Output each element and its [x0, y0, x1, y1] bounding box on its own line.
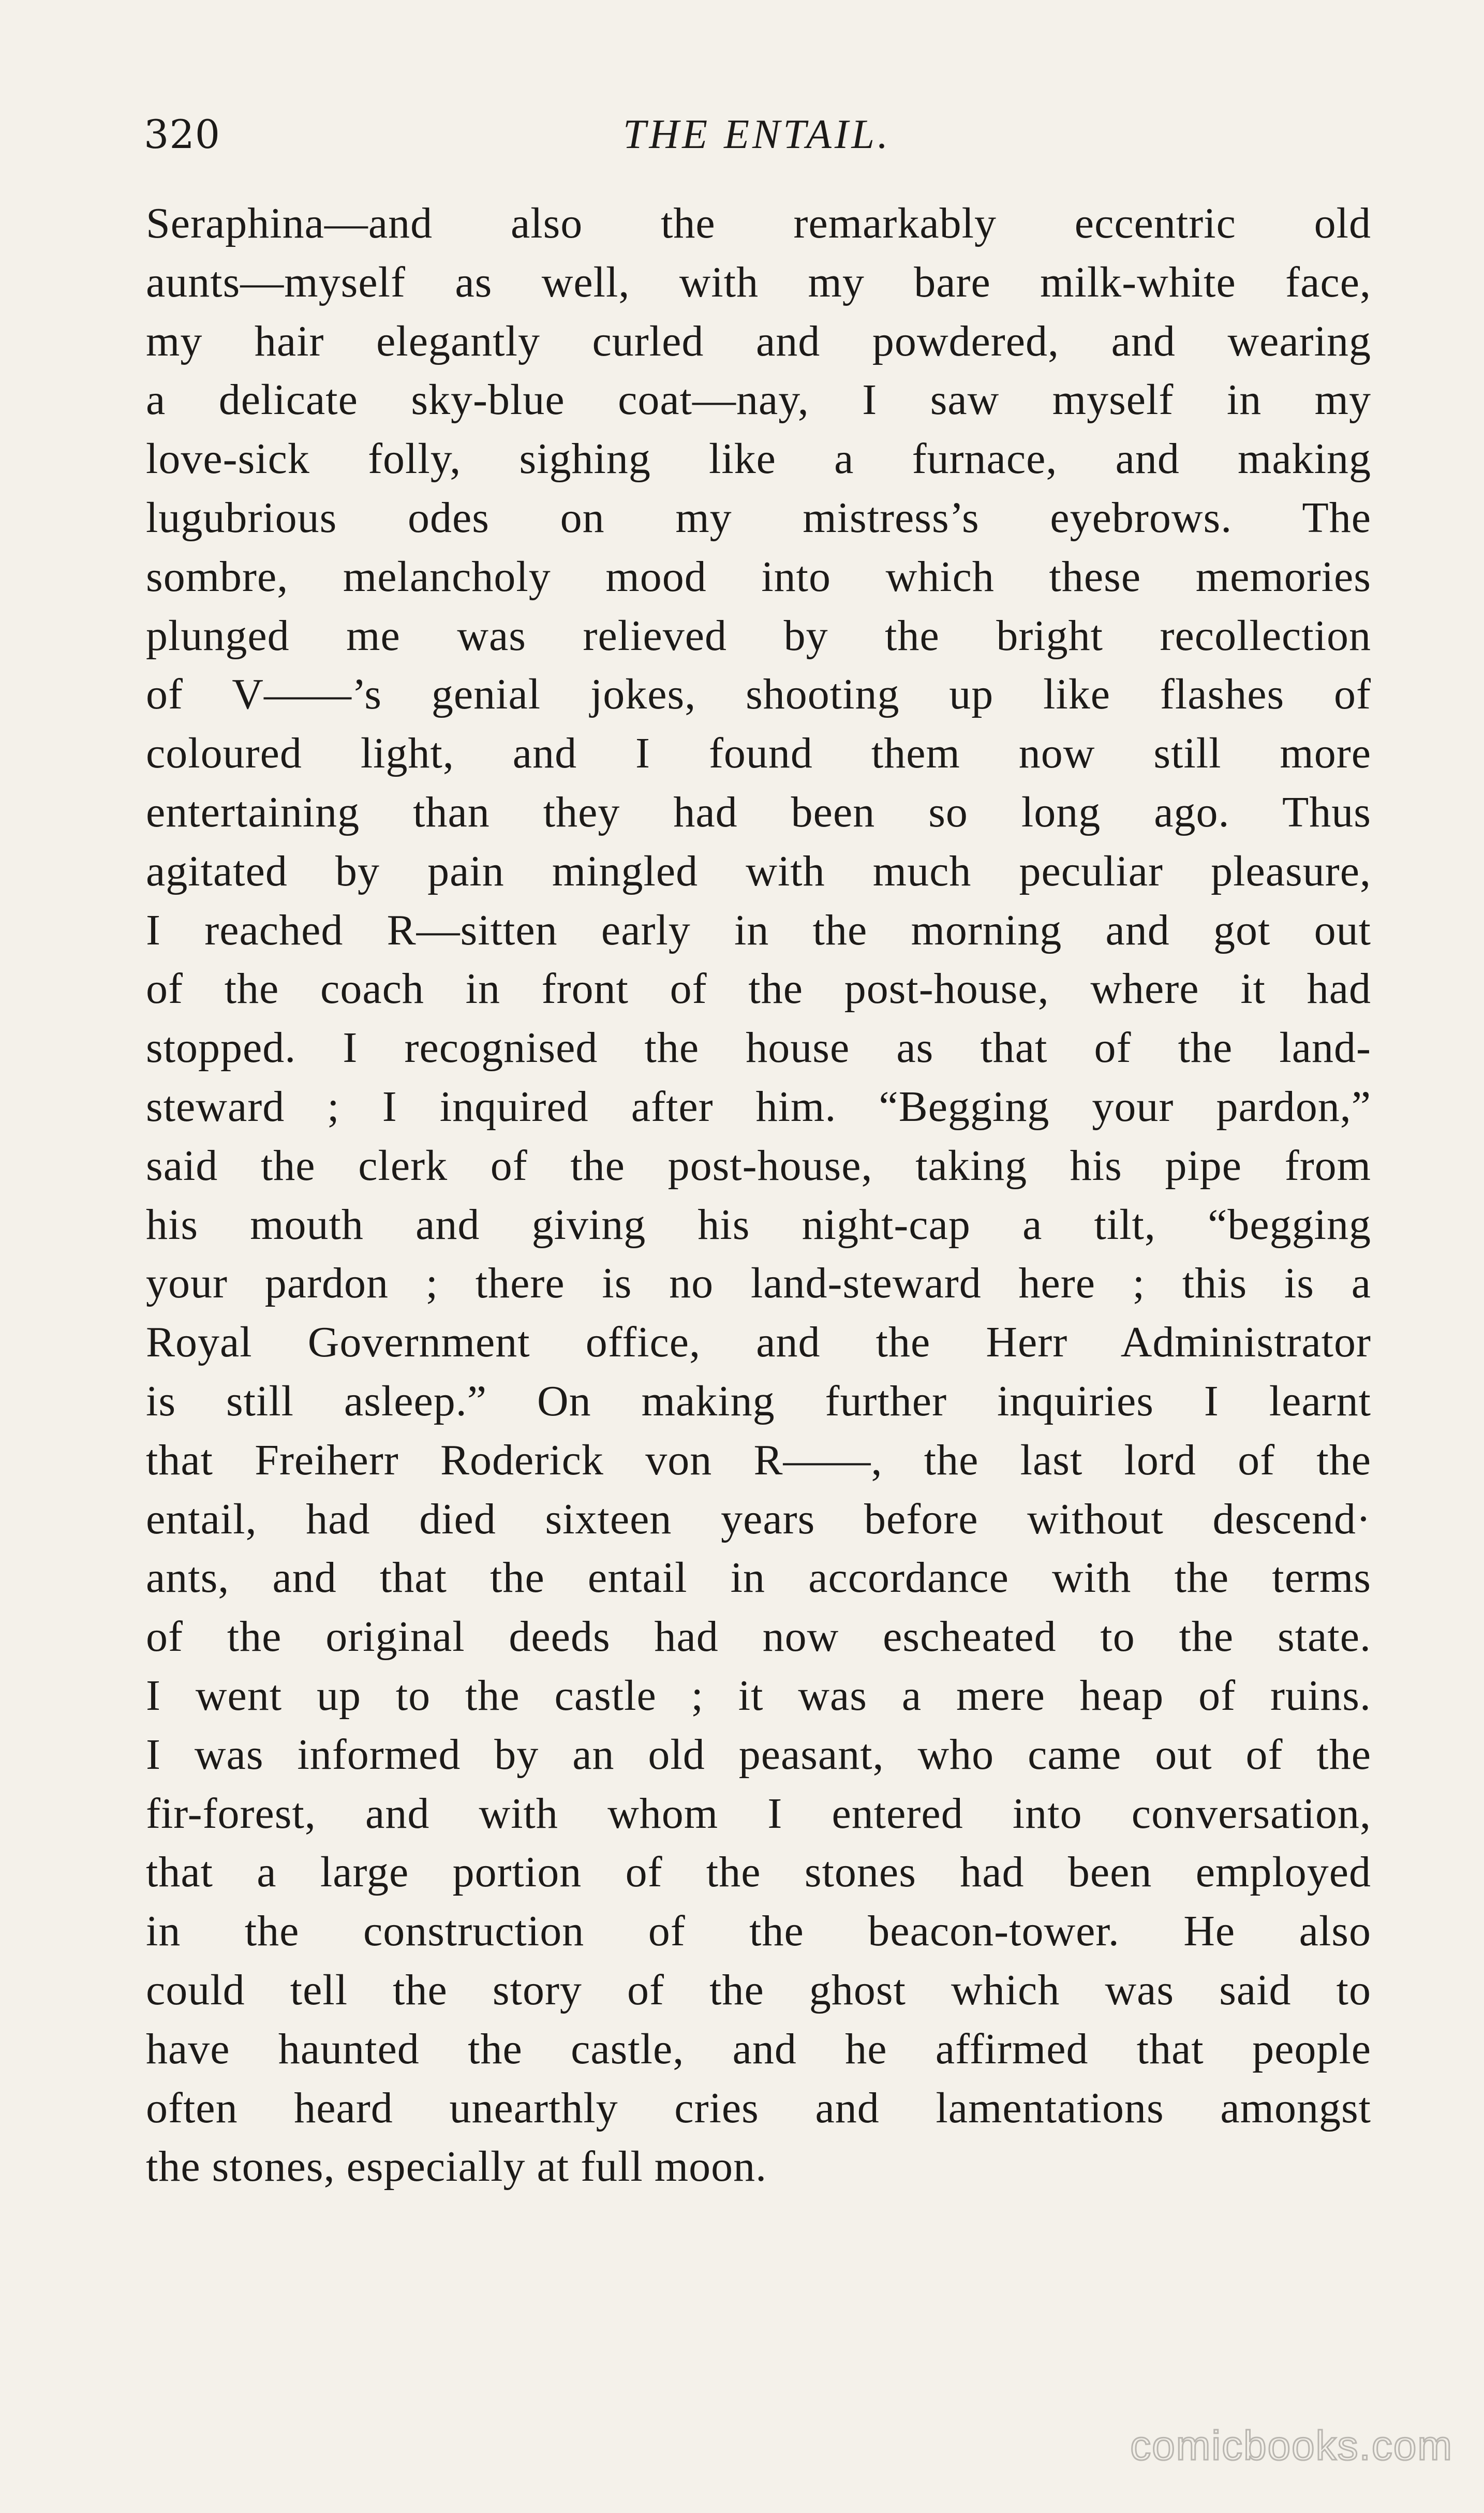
text-line: Royal Government office, and the Herr Administrator	[146, 1318, 1371, 1367]
text-line: the stones, especially at full moon.	[146, 2142, 767, 2191]
text-line: that a large portion of the stones had been employed	[146, 1848, 1371, 1897]
text-line: steward ; I inquired after him. “Begging your pardon,”	[146, 1082, 1371, 1131]
text-line: my hair elegantly curled and powdered, and wearing	[146, 317, 1371, 365]
text-line: of the original deeds had now escheated to the state.	[146, 1613, 1371, 1661]
text-line: love-sick folly, sighing like a furnace, and making	[146, 435, 1371, 483]
running-head	[144, 106, 1370, 163]
text-line: entail, had died sixteen years before without descend·	[146, 1495, 1371, 1543]
text-line: entertaining than they had been so long ago. Thus	[146, 788, 1371, 836]
text-line: I went up to the castle ; it was a mere heap of ruins.	[146, 1671, 1371, 1720]
text-line: fir-forest, and with whom I entered into conversation,	[146, 1789, 1371, 1838]
text-line: have haunted the castle, and he affirmed that people	[146, 2024, 1371, 2073]
text-line: stopped. I recognised the house as that of the land-	[146, 1024, 1371, 1072]
text-line: is still asleep.” On making further inquiries I learnt	[146, 1377, 1371, 1425]
running-title: THE ENTAIL.	[623, 112, 891, 157]
text-line: lugubrious odes on my mistress’s eyebrows. The	[146, 493, 1371, 542]
text-line: agitated by pain mingled with much peculiar pleasure,	[146, 847, 1371, 895]
text-line: that Freiherr Roderick von R——, the last lord of the	[146, 1436, 1371, 1484]
body-text	[146, 194, 1371, 2196]
text-line: coloured light, and I found them now still more	[146, 729, 1371, 778]
text-line: I reached R—sitten early in the morning and got out	[146, 906, 1371, 954]
text-line: your pardon ; there is no land-steward here ; this is a	[146, 1259, 1371, 1308]
watermark: comicbooks.com	[1130, 2422, 1453, 2468]
text-line: his mouth and giving his night-cap a tilt, “begging	[146, 1200, 1371, 1249]
text-line: sombre, melancholy mood into which these memories	[146, 552, 1371, 601]
text-line: in the construction of the beacon-tower. He also	[146, 1907, 1371, 1956]
text-line: of V——’s genial jokes, shooting up like flashes of	[146, 670, 1371, 719]
text-line: aunts—myself as well, with my bare milk-white face,	[146, 258, 1371, 306]
text-line: could tell the story of the ghost which was said to	[146, 1965, 1371, 2014]
text-line: said the clerk of the post-house, taking his pipe from	[146, 1141, 1371, 1190]
text-line: I was informed by an old peasant, who came out of the	[146, 1730, 1371, 1779]
text-line: ants, and that the entail in accordance with the terms	[146, 1554, 1371, 1602]
text-line: plunged me was relieved by the bright recollection	[146, 611, 1371, 660]
text-line: a delicate sky-blue coat—nay, I saw myself in my	[146, 376, 1371, 424]
text-line: of the coach in front of the post-house, where it had	[146, 965, 1371, 1013]
text-line: Seraphina—and also the remarkably eccentric old	[146, 199, 1371, 247]
page-number: 320	[144, 111, 221, 157]
text-line: often heard unearthly cries and lamentations amongst	[146, 2083, 1371, 2132]
